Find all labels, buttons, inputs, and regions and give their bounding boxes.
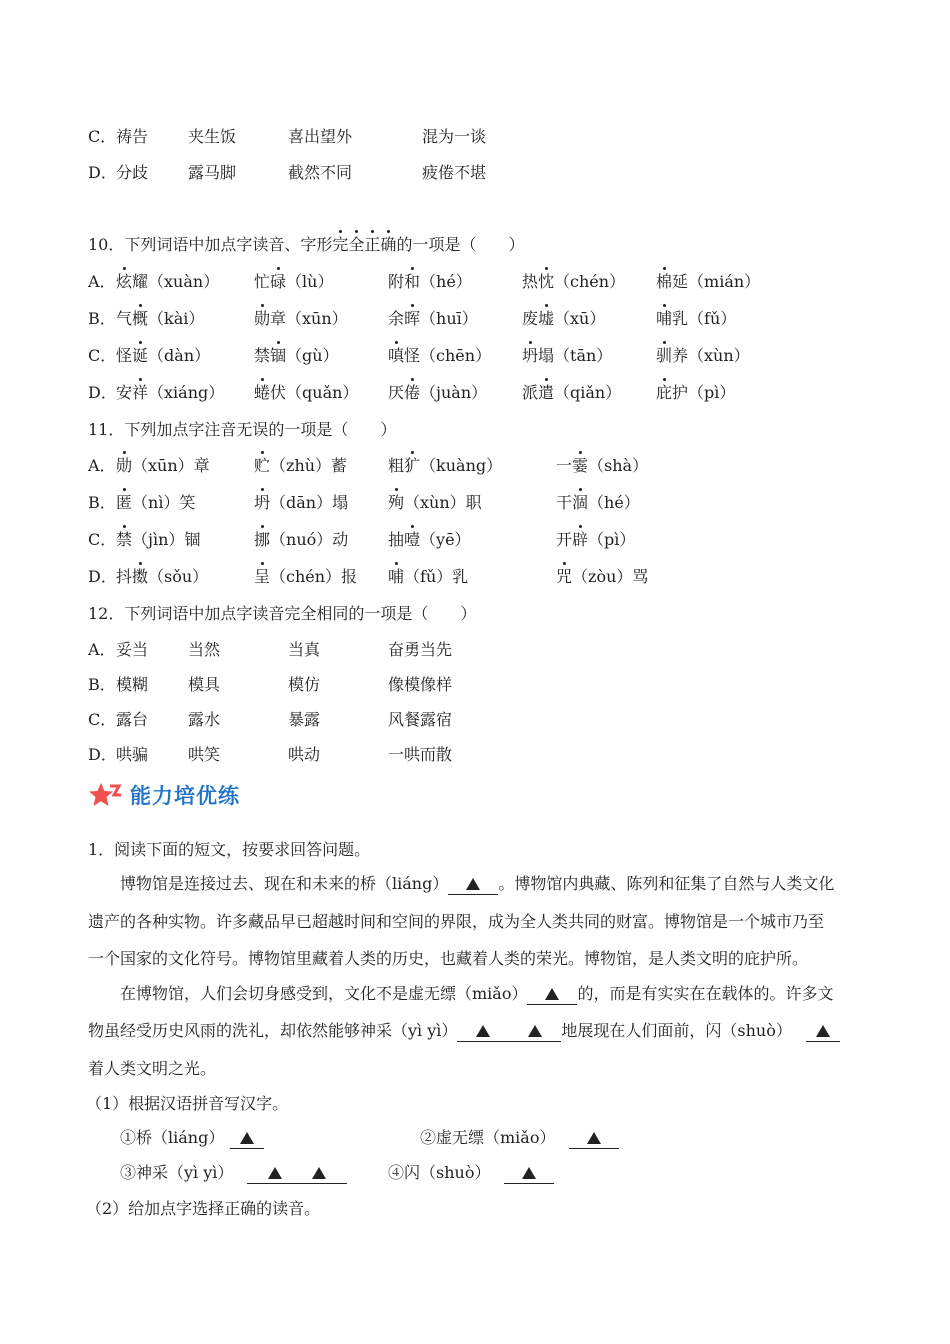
- word-item: 余晖（huī）: [388, 307, 478, 331]
- stem-text: 12．下列词语中加点字读音完全相同的一项是（ ）: [88, 604, 477, 623]
- word: 露水: [188, 710, 221, 729]
- sub-question-2: [86, 1197, 320, 1221]
- word-item: 怪诞（dàn）: [116, 344, 210, 368]
- word: 奋勇当先: [388, 640, 453, 659]
- para2-line1: [120, 982, 833, 1006]
- text: （2）给加点字选择正确的读音。: [86, 1199, 321, 1218]
- q10-stem: [88, 233, 524, 257]
- triangle-icon: [466, 878, 480, 890]
- word: 截然不同: [288, 163, 353, 182]
- triangle-icon: [268, 1167, 282, 1179]
- text: 物虽经受历史风雨的洗礼，却依然能够神采（yì yì）: [88, 1021, 458, 1040]
- word-item: 咒（zòu）骂: [556, 565, 648, 589]
- option-label: D．: [88, 567, 117, 586]
- word: 模具: [188, 675, 221, 694]
- text: 地展现在人们面前，闪（shuò）: [561, 1021, 792, 1040]
- word-item: 派遣（qiǎn）: [522, 381, 621, 405]
- q12-stem: [88, 602, 476, 626]
- text: ②虚无缥（miǎo）: [420, 1128, 556, 1147]
- option-label: A．: [88, 272, 116, 291]
- dotted-char: 确: [380, 233, 396, 257]
- triangle-icon: [816, 1025, 830, 1037]
- word-item: 开辟（pì）: [556, 528, 635, 552]
- answer-blank[interactable]: [527, 984, 577, 1005]
- option-label: C．: [88, 346, 117, 365]
- text: 博物馆是连接过去、现在和未来的桥（liáng）: [120, 874, 449, 893]
- para2-line2: [88, 1019, 840, 1043]
- word-item: 厌倦（juàn）: [388, 381, 487, 405]
- word-item: 废墟（xū）: [522, 307, 605, 331]
- word-item: 抖擞（sǒu）: [116, 565, 208, 589]
- q1-stem: [88, 838, 370, 862]
- word-item: 炫耀（xuàn）: [116, 270, 219, 294]
- word-item: 挪（nuó）动: [254, 528, 348, 552]
- word: 哄笑: [188, 745, 221, 764]
- word: 分歧: [116, 163, 149, 182]
- word-item: 嗔怪（chēn）: [388, 344, 491, 368]
- section-title: 能力培优练: [130, 784, 240, 808]
- word-item: 气概（kài）: [116, 307, 204, 331]
- word-item: 坍塌（tān）: [522, 344, 612, 368]
- word: 疲倦不堪: [422, 163, 487, 182]
- word: 祷告: [116, 127, 149, 146]
- answer-blank[interactable]: [230, 1128, 264, 1149]
- dotted-char: 正: [364, 233, 380, 257]
- word: 露台: [116, 710, 149, 729]
- word: 风餐露宿: [388, 710, 453, 729]
- word-item: 蜷伏（quǎn）: [254, 381, 358, 405]
- word-item: 粗犷（kuàng）: [388, 454, 502, 478]
- option-label: B．: [88, 675, 116, 694]
- stem-text: 11．下列加点字注音无误的一项是（ ）: [88, 420, 397, 439]
- word-item: 匿（nì）笑: [116, 491, 195, 515]
- option-label: A．: [88, 640, 116, 659]
- answer-blank[interactable]: [504, 1163, 554, 1184]
- word-item: 禁锢（gù）: [254, 344, 339, 368]
- text: 的，而是有实实在在载体的。许多文: [577, 984, 834, 1003]
- text: ③神采（yì yì）: [120, 1163, 234, 1182]
- word-item: 勋（xūn）章: [116, 454, 210, 478]
- dotted-char: 完: [332, 233, 348, 257]
- para1-line1: [120, 872, 834, 896]
- word: 模糊: [116, 675, 149, 694]
- text: 着人类文明之光。: [88, 1059, 217, 1078]
- text: 一个国家的文化符号。博物馆里藏着人类的历史，也藏着人类的荣光。博物馆，是人类文明的庇护所。: [88, 949, 809, 968]
- word: 模仿: [288, 675, 321, 694]
- text: 遗产的各种实物。许多藏品早已超越时间和空间的界限，成为全人类共同的财富。博物馆是一个城市乃至: [88, 912, 825, 931]
- option-label: B．: [88, 309, 116, 328]
- word: 一哄而散: [388, 745, 453, 764]
- word: 哄动: [288, 745, 321, 764]
- word-item: 附和（hé）: [388, 270, 472, 294]
- answer-blank[interactable]: [247, 1163, 347, 1184]
- triangle-icon: [528, 1025, 542, 1037]
- word-item: 驯养（xùn）: [656, 344, 750, 368]
- option-label: C．: [88, 530, 117, 549]
- triangle-icon: [476, 1025, 490, 1037]
- word: 喜出望外: [288, 127, 353, 146]
- para2-line3: [88, 1057, 216, 1081]
- dotted-char: 全: [348, 233, 364, 257]
- word-item: 一霎（shà）: [556, 454, 648, 478]
- stem-text: 1．阅读下面的短文，按要求回答问题。: [88, 840, 371, 859]
- q11-stem: [88, 418, 396, 442]
- word: 妥当: [116, 640, 149, 659]
- word: 混为一谈: [422, 127, 487, 146]
- triangle-icon: [587, 1132, 601, 1144]
- word-item: 勋章（xūn）: [254, 307, 348, 331]
- word-item: 庇护（pì）: [656, 381, 735, 405]
- text: 在博物馆，人们会切身感受到，文化不是虚无缥（miǎo）: [120, 984, 528, 1003]
- word-item: 忙碌（lù）: [254, 270, 333, 294]
- answer-blank[interactable]: [457, 1021, 561, 1042]
- triangle-icon: [545, 988, 559, 1000]
- text: （1）根据汉语拼音写汉字。: [86, 1094, 289, 1113]
- option-label: C．: [88, 127, 117, 146]
- word-item: 坍（dān）塌: [254, 491, 348, 515]
- triangle-icon: [312, 1167, 326, 1179]
- option-label: D．: [88, 163, 117, 182]
- word-item: 棉延（mián）: [656, 270, 760, 294]
- triangle-icon: [522, 1167, 536, 1179]
- text: 。博物馆内典藏、陈列和征集了自然与人类文化: [498, 874, 835, 893]
- word-item: 呈（chén）报: [254, 565, 357, 589]
- triangle-icon: [240, 1132, 254, 1144]
- word-item: 热忱（chén）: [522, 270, 625, 294]
- word-item: 哺（fǔ）乳: [388, 565, 468, 589]
- option-label: C．: [88, 710, 117, 729]
- text: ①桥（liáng）: [120, 1128, 225, 1147]
- option-label: B．: [88, 493, 116, 512]
- word-item: 哺乳（fǔ）: [656, 307, 736, 331]
- word: 露马脚: [188, 163, 237, 182]
- word: 像模像样: [388, 675, 453, 694]
- answer-blank[interactable]: [448, 874, 498, 895]
- stem-text: 的一项是（ ）: [396, 235, 525, 254]
- sub-question-1: [86, 1092, 288, 1116]
- star-icon: [88, 782, 128, 808]
- answer-blank[interactable]: [569, 1128, 619, 1149]
- word: 当然: [188, 640, 221, 659]
- section-header: [88, 780, 240, 810]
- word: 哄骗: [116, 745, 149, 764]
- option-label: D．: [88, 383, 117, 402]
- word-item: 殉（xùn）职: [388, 491, 482, 515]
- answer-blank[interactable]: [806, 1021, 840, 1042]
- word-item: 禁（jìn）锢: [116, 528, 200, 552]
- para1-line3: [88, 947, 808, 971]
- option-label: A．: [88, 456, 116, 475]
- word-item: 安祥（xiáng）: [116, 381, 224, 405]
- word: 夹生饭: [188, 127, 237, 146]
- word-item: 贮（zhù）蓄: [254, 454, 347, 478]
- word: 暴露: [288, 710, 321, 729]
- word-item: 抽噎（yē）: [388, 528, 471, 552]
- dotted-text: [332, 235, 396, 254]
- text: ④闪（shuò）: [388, 1163, 491, 1182]
- stem-text: 10．下列词语中加点字读音、字形: [88, 235, 333, 254]
- option-label: D．: [88, 745, 117, 764]
- word-item: 干涸（hé）: [556, 491, 640, 515]
- word: 当真: [288, 640, 321, 659]
- para1-line2: [88, 910, 824, 934]
